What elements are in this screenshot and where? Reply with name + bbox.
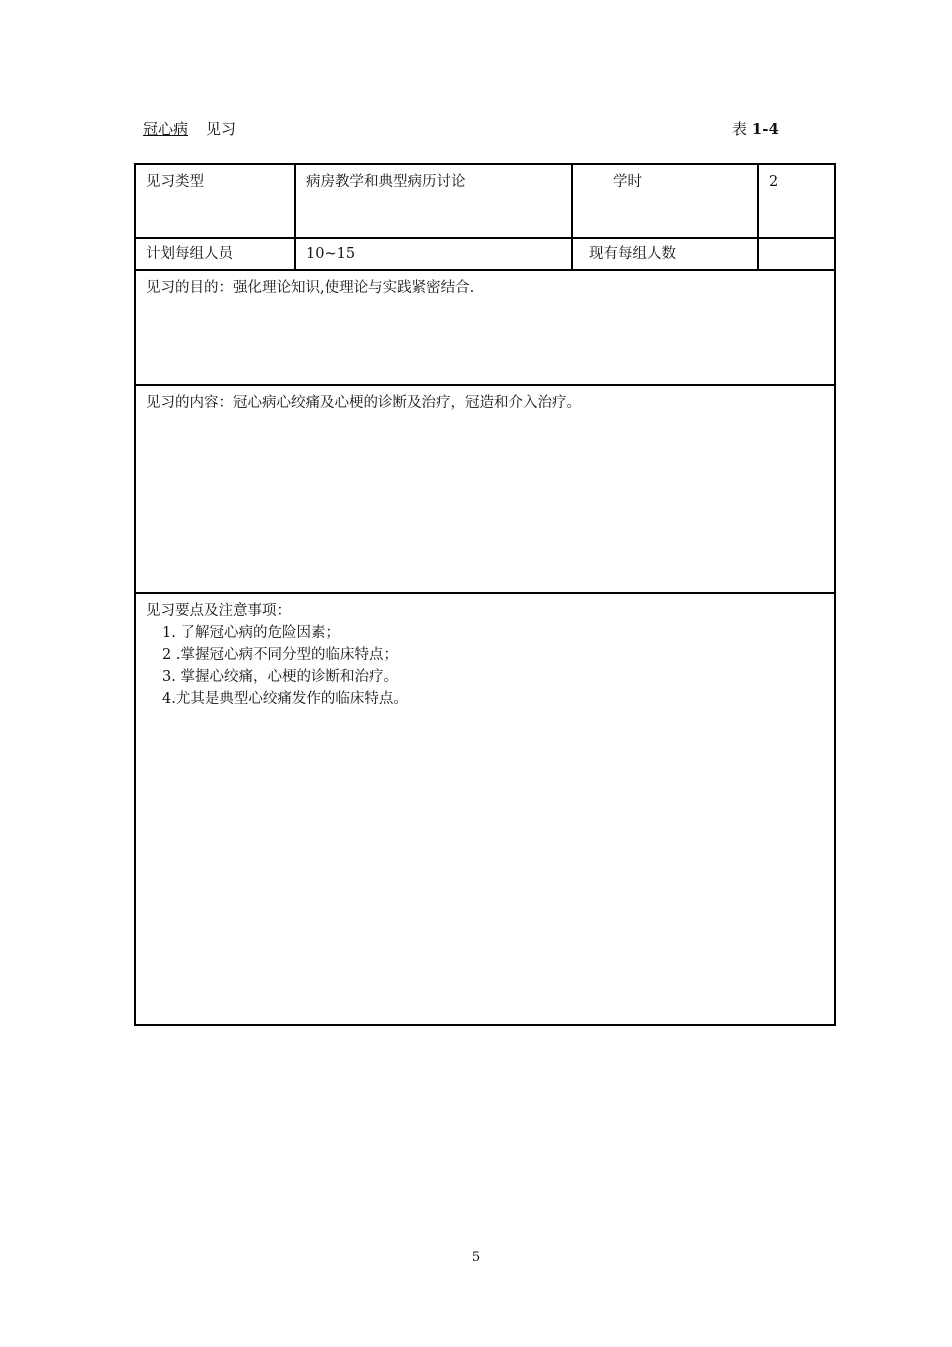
list-item: 2 .掌握冠心病不同分型的临床特点；	[162, 647, 398, 663]
form-row-purpose	[135, 270, 835, 385]
form-row-content	[135, 385, 835, 593]
key-points-title: 见习要点及注意事项：	[146, 603, 291, 619]
form-row-type	[135, 164, 835, 238]
current-size-label: 现有每组人数	[572, 238, 758, 270]
practice-form-table	[134, 163, 836, 1026]
planned-size-value: 10~15	[295, 238, 572, 270]
header-topic: 冠心病	[143, 120, 189, 138]
list-item: 1. 了解冠心病的危险因素；	[162, 625, 340, 641]
page-header-title	[143, 118, 236, 139]
form-row-key-points	[135, 593, 835, 1025]
list-item: 4.尤其是典型心绞痛发作的临床特点。	[162, 691, 408, 707]
type-label: 见习类型	[135, 164, 295, 238]
table-label-number: 1-4	[751, 120, 779, 138]
table-label-prefix: 表	[732, 120, 748, 138]
planned-size-label: 计划每组人员	[135, 238, 295, 270]
current-size-value	[758, 238, 835, 270]
list-item: 3. 掌握心绞痛，心梗的诊断和治疗。	[162, 669, 398, 685]
key-points-cell	[135, 593, 835, 1025]
page-number: 5	[471, 1250, 481, 1265]
purpose-text: 见习的目的：强化理论知识,使理论与实践紧密结合.	[135, 270, 835, 385]
key-points-list	[146, 622, 824, 710]
content-text: 见习的内容：冠心病心绞痛及心梗的诊断及治疗，冠造和介入治疗。	[135, 385, 835, 593]
header-type: 见习	[206, 120, 237, 138]
type-value: 病房教学和典型病历讨论	[295, 164, 572, 238]
table-label	[732, 118, 779, 139]
form-row-group-size	[135, 238, 835, 270]
hours-label: 学时	[572, 164, 758, 238]
hours-value: 2	[758, 164, 835, 238]
